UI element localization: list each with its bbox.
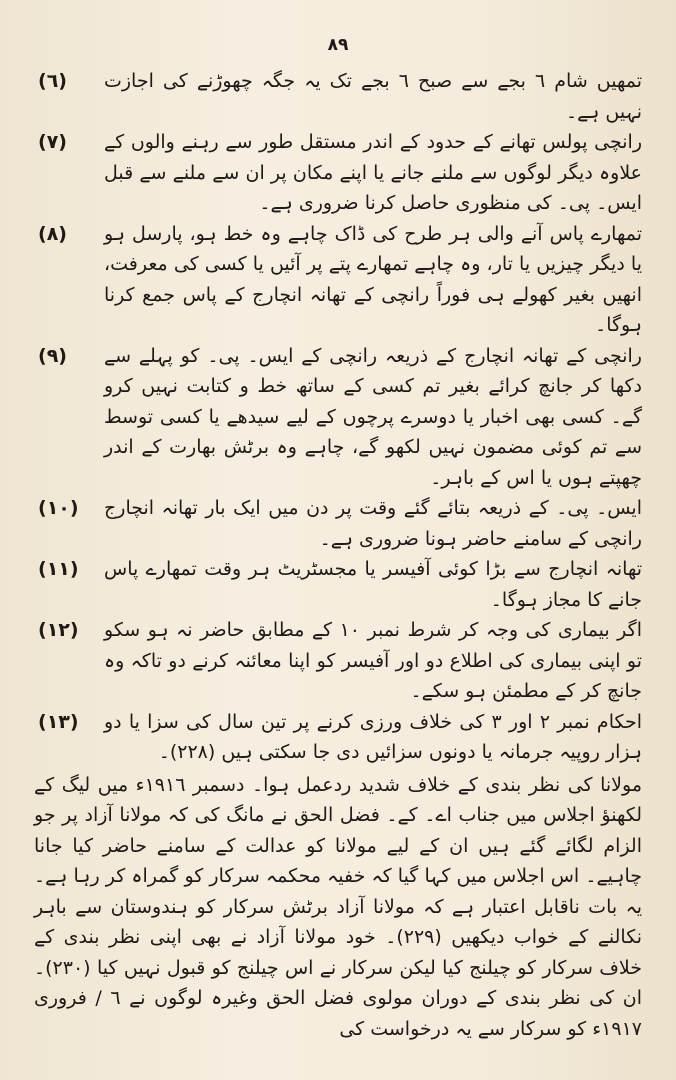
clause-text: ایس۔ پی۔ کے ذریعہ بتائے گئے وقت پر دن میں ایک بار تھانہ انچارج رانچی کے سامنے حاضر ہونا ضروری ہے۔ <box>104 497 642 550</box>
clause-item <box>34 219 642 341</box>
clause-item <box>34 707 642 768</box>
clause-text: تمھارے پاس آنے والی ہر طرح کی ڈاک چاہے وہ خط ہو، پارسل ہو یا دیگر چیزیں یا تار، وہ چاہے تمھارے پتے پر آئیں یا کسی کی معرفت، انھیں بغیر کھولے ہی فوراً رانچی کے تھانہ انچارج کے پاس جمع کرنا ہوگا۔ <box>104 222 642 336</box>
clause-text: تھانہ انچارج سے بڑا کوئی آفیسر یا مجسٹریٹ ہر وقت تمھارے پاس جانے کا مجاز ہوگا۔ <box>104 558 642 611</box>
body-paragraph: مولانا کی نظر بندی کے خلاف شدید ردعمل ہوا۔ دسمبر ١٩١٦ء میں لیگ کے لکھنؤ اجلاس میں جناب اے۔ کے۔ فضل الحق نے مانگ کی کہ مولانا آزاد پر جو الزام لگائے گئے ہیں ان کے لیے مولانا کو عدالت کے سامنے حاضر کیا جانا چاہیے۔ اس اجلاس میں کہا گیا کہ خفیہ محکمہ سرکار کو گمراہ کر رہا ہے۔ یہ بات ناقابل اعتبار ہے کہ مولانا آزاد برٹش سرکار کو ہندوستان سے باہر نکالنے کے خواب دیکھیں (٢٢٩)۔ خود مولانا آزاد نے بھی اپنی نظر بندی کے خلاف سرکار کو چیلنج کیا لیکن سرکار نے اس چیلنج کو قبول نہیں کیا (٢٣٠)۔ ان کی نظر بندی کے دوران مولوی فضل الحق وغیرہ لوگوں نے ٦ / فروری ١٩١٧ء کو سرکار سے یہ درخواست کی <box>34 773 642 1040</box>
clause-text: رانچی پولس تھانے کے حدود کے اندر مستقل طور سے رہنے والوں کے علاوہ دیگر لوگوں سے ملنے جانے یا اپنے مکان پر ان سے ملنے سے قبل ایس۔ پی۔ کی منظوری حاصل کرنا ضروری ہے۔ <box>104 131 642 214</box>
clause-number: (٧) <box>38 131 67 153</box>
page-number: ۸۹ <box>327 35 349 55</box>
clause-number: (٨) <box>38 222 67 245</box>
clause-item <box>34 127 642 219</box>
clause-text: رانچی کے تھانہ انچارج کے ذریعہ رانچی کے ایس۔ پی۔ کو پہلے سے دکھا کر جانچ کرائے بغیر تم کسی کے ساتھ خط و کتابت نہیں کرو گے۔ کسی بھی اخبار یا دوسرے پرچوں کے لیے سیدھے یا کسی توسط سے تم کوئی مضمون نہیں لکھو گے، چاہے وہ برٹش بھارت کے اندر چھپتے ہوں یا اس کے باہر۔ <box>104 344 642 489</box>
clause-number: (١٠) <box>38 497 79 519</box>
detention-conditions-list <box>34 66 642 768</box>
clause-text: تمھیں شام ٦ بجے سے صبح ٦ بجے تک یہ جگہ چھوڑنے کی اجازت نہیں ہے۔ <box>104 70 643 123</box>
clause-number: (٩) <box>38 344 67 367</box>
clause-item <box>34 66 642 127</box>
clause-item <box>34 341 642 494</box>
clause-number: (٦) <box>38 70 67 92</box>
clause-number: (١١) <box>38 558 79 580</box>
clause-text: اگر بیماری کی وجہ کر شرط نمبر ١٠ کے مطابق حاضر نہ ہو سکو تو اپنی بیماری کی اطلاع دو اور آفیسر کو اپنا معائنہ کرنے دو تاکہ وہ جانچ کر کے مطمئن ہو سکے۔ <box>104 619 642 702</box>
clause-number: (١٢) <box>38 619 79 641</box>
clause-item <box>34 615 642 707</box>
clause-item <box>34 493 642 554</box>
clause-number: (١٣) <box>38 710 79 733</box>
clause-text: احکام نمبر ٢ اور ٣ کی خلاف ورزی کرنے پر تین سال کی سزا یا دو ہزار روپیہ جرمانہ یا دونوں سزائیں دی جا سکتی ہیں (٢٢٨)۔ <box>104 710 642 763</box>
clause-item <box>34 554 642 615</box>
